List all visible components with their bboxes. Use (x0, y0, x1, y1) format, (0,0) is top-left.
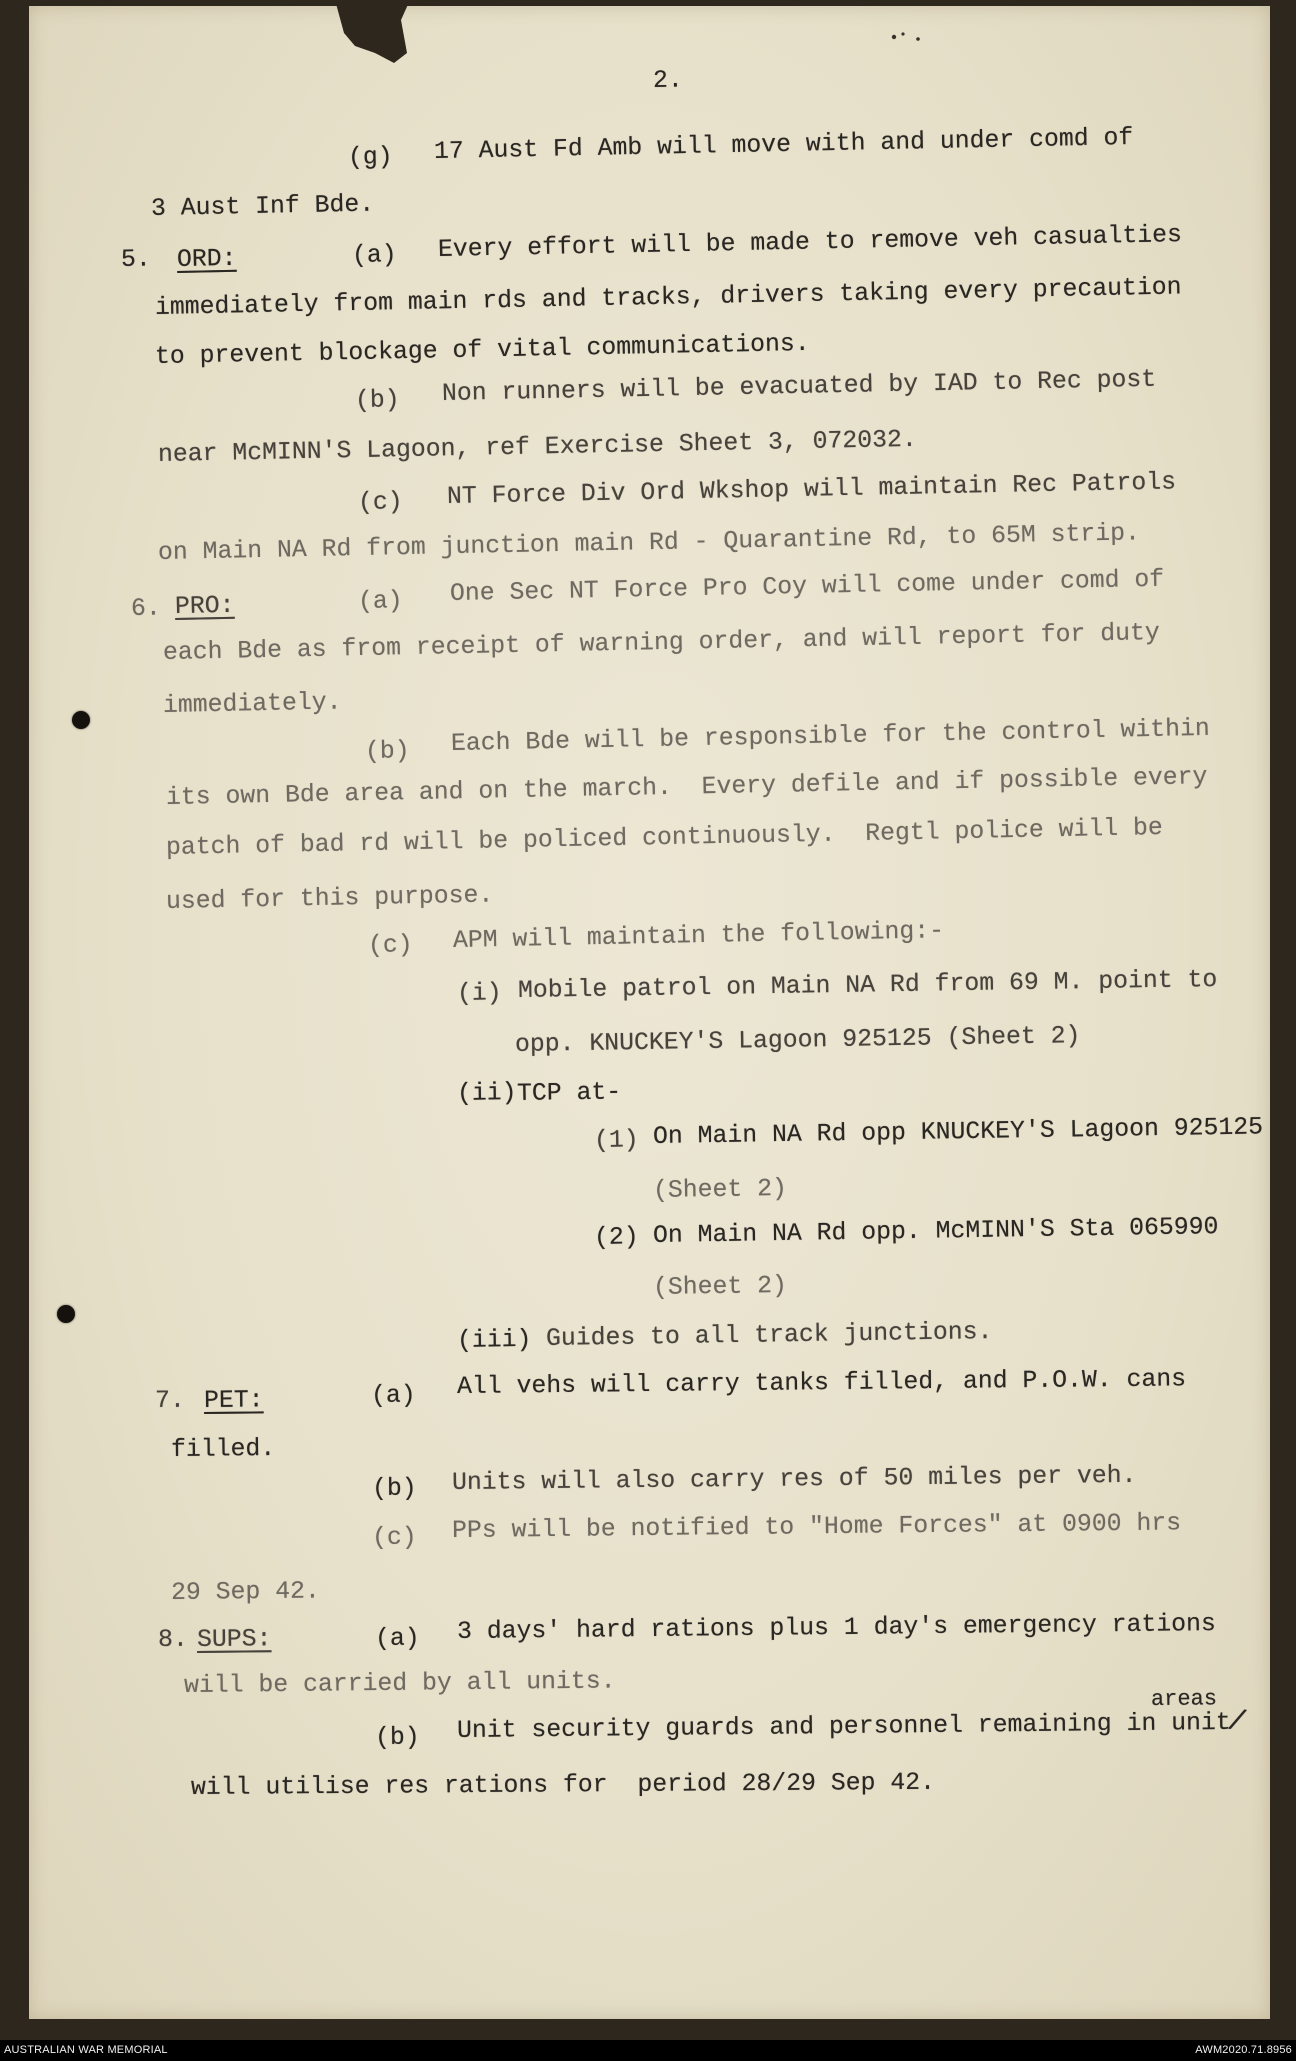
text-line: will be carried by all units. (183, 1667, 616, 1700)
text-line: Non runners will be evacuated by IAD to Rec post (441, 365, 1157, 408)
paragraph-number: 7. (154, 1386, 185, 1415)
text-line: used for this purpose. (165, 881, 494, 916)
item-label: (c) (371, 1523, 417, 1552)
text-line: All vehs will carry tanks filled, and P.O.W. cans (456, 1365, 1187, 1401)
text-line: (Sheet 2) (652, 1271, 788, 1302)
text-line: PPs will be notified to "Home Forces" at 0900 hrs (451, 1509, 1182, 1545)
item-label: (g) (347, 143, 393, 172)
text-line: 3 Aust Inf Bde. (150, 190, 375, 223)
text-line: 29 Sep 42. (170, 1577, 320, 1607)
item-label: (c) (367, 931, 413, 960)
item-label: (b) (374, 1723, 420, 1752)
subitem-label: (ii) (456, 1079, 517, 1108)
text-line: will utilise res rations for period 28/29 Sep 42. (190, 1768, 936, 1802)
text-line: patch of bad rd will be policed continuously. Regtl police will be (165, 813, 1164, 862)
paragraph-heading: PRO: (174, 591, 235, 621)
text-line: NT Force Div Ord Wkshop will maintain Rec Patrols (446, 468, 1177, 511)
text-line: On Main NA Rd opp. McMINN'S Sta 065990 (652, 1213, 1219, 1250)
subitem-label: (iii) (456, 1325, 532, 1355)
paragraph-heading: PET: (203, 1386, 264, 1415)
item-label: (a) (351, 241, 397, 270)
text-line: 17 Aust Fd Amb will move with and under comd of (433, 123, 1134, 166)
item-label: (b) (364, 737, 410, 766)
torn-edge (0, 0, 1296, 80)
punch-hole (57, 1305, 75, 1323)
text-line: Guides to all track junctions. (545, 1317, 993, 1353)
text-line: Every effort will be made to remove veh casualties (437, 221, 1183, 264)
inserted-word: areas (1150, 1686, 1218, 1712)
paragraph-heading: SUPS: (196, 1625, 272, 1654)
text-line: immediately. (162, 688, 342, 720)
text-line: On Main NA Rd opp KNUCKEY'S Lagoon 925125 (652, 1113, 1264, 1151)
text-line: on Main NA Rd from junction main Rd - Quarantine Rd, to 65M strip. (157, 519, 1141, 567)
page-number: 2. (652, 66, 684, 95)
text-line: Unit security guards and personnel remaining in unit (456, 1708, 1231, 1745)
text-line: its own Bde area and on the march. Every defile and if possible every (165, 763, 1208, 812)
text-line: 3 days' hard rations plus 1 day's emergency rations (456, 1610, 1217, 1646)
text-line: Units will also carry res of 50 miles per veh. (451, 1461, 1137, 1497)
archive-name: AUSTRALIAN WAR MEMORIAL (4, 2044, 168, 2056)
archive-footer (0, 2040, 1296, 2061)
item-label: (c) (357, 488, 403, 517)
item-label: (b) (354, 386, 400, 415)
subitem-label: (2) (593, 1223, 639, 1252)
text-line: immediately from main rds and tracks, drivers taking every precaution (154, 273, 1182, 322)
text-line: opp. KNUCKEY'S Lagoon 925125 (Sheet 2) (514, 1022, 1081, 1059)
text-line: Mobile patrol on Main NA Rd from 69 M. point to (517, 966, 1218, 1005)
text-line: filled. (170, 1434, 276, 1464)
subitem-label: (1) (593, 1126, 639, 1155)
text-line: to prevent blockage of vital communications. (154, 329, 810, 371)
paragraph-number: 6. (130, 594, 162, 623)
item-label: (a) (370, 1381, 416, 1410)
paragraph-number: 5. (120, 245, 152, 274)
text-line: TCP at- (516, 1078, 622, 1108)
item-label: (a) (357, 587, 403, 616)
text-line: near McMINN'S Lagoon, ref Exercise Sheet 3, 072032. (157, 425, 918, 469)
paragraph-number: 8. (157, 1625, 188, 1654)
subitem-label: (i) (456, 979, 502, 1008)
text-line: One Sec NT Force Pro Coy will come under comd of (449, 565, 1165, 608)
text-line: APM will maintain the following:- (452, 917, 945, 955)
text-line: (Sheet 2) (652, 1174, 788, 1205)
paragraph-heading: ORD: (176, 244, 237, 274)
text-line: each Bde as from receipt of warning order, and will report for duty (162, 618, 1161, 667)
insertion-mark: / (1224, 1704, 1250, 1742)
text-line: Each Bde will be responsible for the control within (450, 714, 1211, 758)
punch-hole (72, 711, 90, 729)
archive-reference: AWM2020.71.8956 (1195, 2044, 1292, 2056)
item-label: (b) (371, 1474, 417, 1503)
item-label: (a) (374, 1624, 420, 1653)
